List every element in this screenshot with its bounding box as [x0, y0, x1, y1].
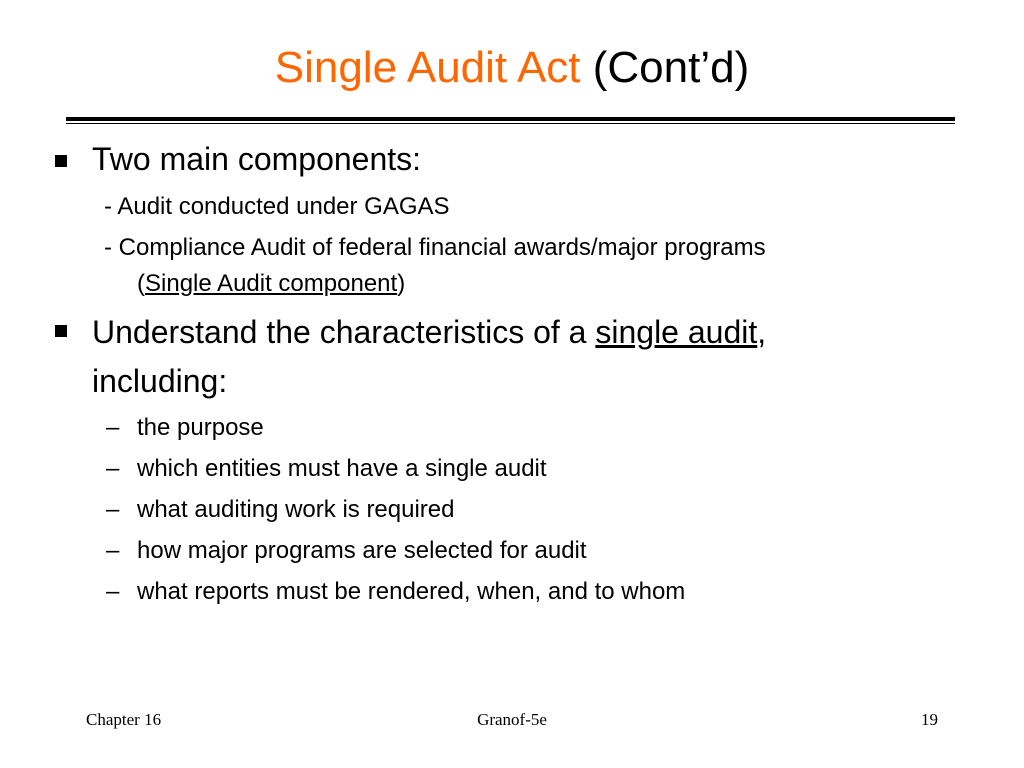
component-gagas-line: - Audit conducted under GAGAS	[104, 193, 450, 220]
bullet-understand-characteristics	[92, 310, 766, 354]
footer-page-number: 19	[921, 710, 938, 729]
single-audit-component-link: Single Audit component	[145, 270, 398, 297]
square-bullet-icon	[55, 325, 67, 337]
slide-title-rest: (Cont’d)	[592, 43, 750, 92]
component-compliance-line: - Compliance Audit of federal financial awards/major programs	[104, 234, 766, 261]
footer-chapter: Chapter 16	[86, 710, 162, 729]
subitem-entities: which entities must have a single audit	[137, 455, 547, 482]
square-bullet-icon	[55, 155, 67, 167]
subitem-major-programs: how major programs are selected for audit	[137, 537, 587, 564]
bullet-two-main-components: Two main components:	[92, 141, 422, 177]
bullet-understand-post: ,	[757, 314, 767, 350]
en-dash-icon: –	[106, 455, 120, 482]
subitem-work-required: what auditing work is required	[137, 496, 455, 523]
component-compliance-continuation	[137, 267, 405, 301]
footer-source: Granof-5e	[477, 710, 547, 729]
bullet-understand-including: including:	[92, 363, 228, 399]
en-dash-icon: –	[106, 537, 120, 564]
bullet-understand-pre: Understand the characteristics of a	[92, 314, 596, 350]
slide-title-accent: Single Audit Act	[274, 43, 581, 92]
subitem-purpose: the purpose	[137, 414, 264, 441]
en-dash-icon: –	[106, 578, 120, 605]
en-dash-icon: –	[106, 414, 120, 441]
subitem-reports: what reports must be rendered, when, and to whom	[137, 578, 686, 605]
en-dash-icon: –	[106, 496, 120, 523]
paren-open: (	[137, 270, 145, 297]
single-audit-link: single audit	[595, 314, 758, 350]
paren-close: )	[397, 270, 406, 297]
